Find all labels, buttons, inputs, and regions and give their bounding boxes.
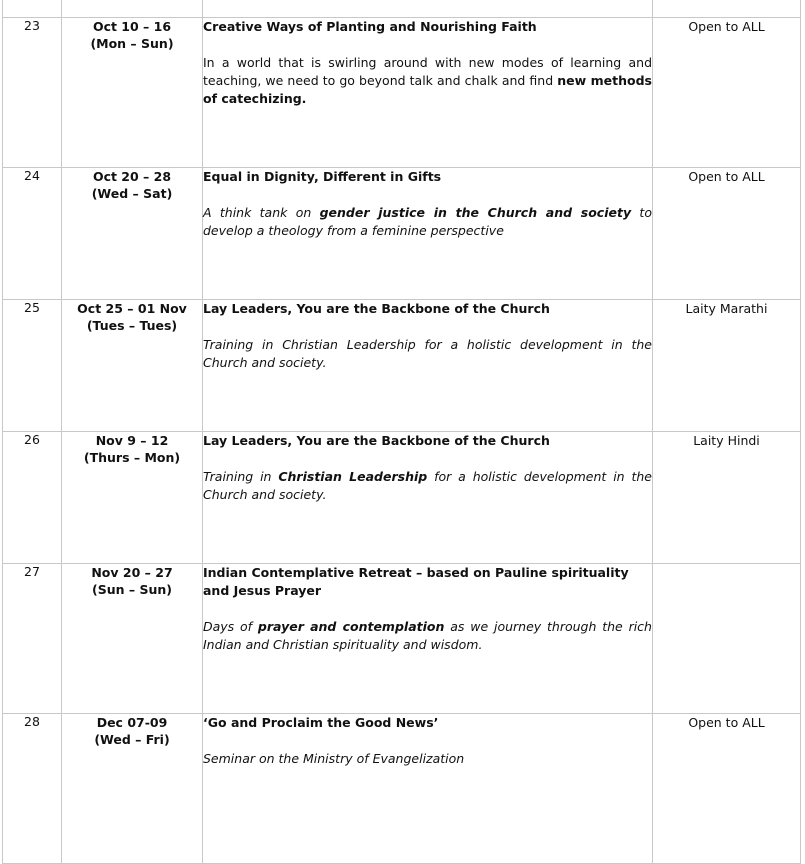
program-title: ‘Go and Proclaim the Good News’ <box>203 715 439 730</box>
date-cell <box>62 432 203 564</box>
description-text: Days of <box>203 619 258 634</box>
row-number: 26 <box>3 432 62 564</box>
program-cell <box>203 564 653 714</box>
description-emphasis: new methods of catechizing. <box>203 73 652 106</box>
description-emphasis: Christian Leadership <box>278 469 428 484</box>
program-cell <box>203 168 653 300</box>
date-range: Nov 9 – 12 <box>95 433 169 448</box>
table-row <box>3 714 801 864</box>
program-description <box>203 468 652 504</box>
date-range: Oct 10 – 16 <box>92 19 172 34</box>
description-emphasis: prayer and contemplation <box>257 619 445 634</box>
description-text: as we journey through the rich Indian and Christian spirituality and wisdom. <box>203 619 652 652</box>
day-range: (Thurs – Mon) <box>83 450 181 465</box>
date-cell <box>62 564 203 714</box>
program-description <box>203 204 652 240</box>
table-row <box>3 300 801 432</box>
program-title: Indian Contemplative Retreat – based on Pauline spirituality and Jesus Prayer <box>203 565 629 598</box>
date-cell <box>62 714 203 864</box>
audience-cell: Open to ALL <box>653 168 801 300</box>
date-cell <box>62 300 203 432</box>
program-cell <box>203 18 653 168</box>
program-description <box>203 750 652 768</box>
description-text: In a world that is swirling around with new modes of learning and teaching, we need to go beyond talk and chalk and find <box>203 55 652 88</box>
description-text: to develop a theology from a feminine perspective <box>203 205 652 238</box>
program-description <box>203 54 652 108</box>
day-range: (Wed – Sat) <box>91 186 173 201</box>
row-number: 27 <box>3 564 62 714</box>
program-title: Lay Leaders, You are the Backbone of the Church <box>203 433 550 448</box>
program-title: Creative Ways of Planting and Nourishing Faith <box>203 19 537 34</box>
description-text: Seminar on the Ministry of Evangelization <box>203 751 465 766</box>
description-text: for a holistic development in the Church and society. <box>203 469 652 502</box>
day-range: (Tues – Tues) <box>86 318 178 333</box>
program-title: Equal in Dignity, Different in Gifts <box>203 169 442 184</box>
program-description <box>203 618 652 654</box>
date-range: Oct 20 – 28 <box>92 169 172 184</box>
table-row <box>3 564 801 714</box>
program-cell <box>203 300 653 432</box>
day-range: (Mon – Sun) <box>90 36 174 51</box>
description-text: A think tank on <box>203 205 320 220</box>
row-number: 24 <box>3 168 62 300</box>
date-cell <box>62 18 203 168</box>
audience-cell: Open to ALL <box>653 18 801 168</box>
program-cell <box>203 714 653 864</box>
row-number: 23 <box>3 18 62 168</box>
row-number: 25 <box>3 300 62 432</box>
description-text: Training in Christian Leadership for a holistic development in the Church and society. <box>203 337 652 370</box>
date-cell <box>62 168 203 300</box>
row-number: 28 <box>3 714 62 864</box>
previous-row-remnant <box>3 0 801 18</box>
schedule-table <box>2 0 801 864</box>
description-emphasis: gender justice in the Church and society <box>319 205 632 220</box>
date-range: Oct 25 – 01 Nov <box>77 301 187 316</box>
table-row <box>3 18 801 168</box>
program-description <box>203 336 652 372</box>
audience-cell: Laity Marathi <box>653 300 801 432</box>
description-text: Training in <box>203 469 279 484</box>
program-cell <box>203 432 653 564</box>
audience-cell <box>653 564 801 714</box>
program-title: Lay Leaders, You are the Backbone of the Church <box>203 301 550 316</box>
table-row <box>3 168 801 300</box>
date-range: Dec 07-09 <box>96 715 168 730</box>
audience-cell: Open to ALL <box>653 714 801 864</box>
table-row <box>3 432 801 564</box>
day-range: (Sun – Sun) <box>92 582 172 597</box>
date-range: Nov 20 – 27 <box>91 565 173 580</box>
day-range: (Wed – Fri) <box>94 732 170 747</box>
audience-cell: Laity Hindi <box>653 432 801 564</box>
